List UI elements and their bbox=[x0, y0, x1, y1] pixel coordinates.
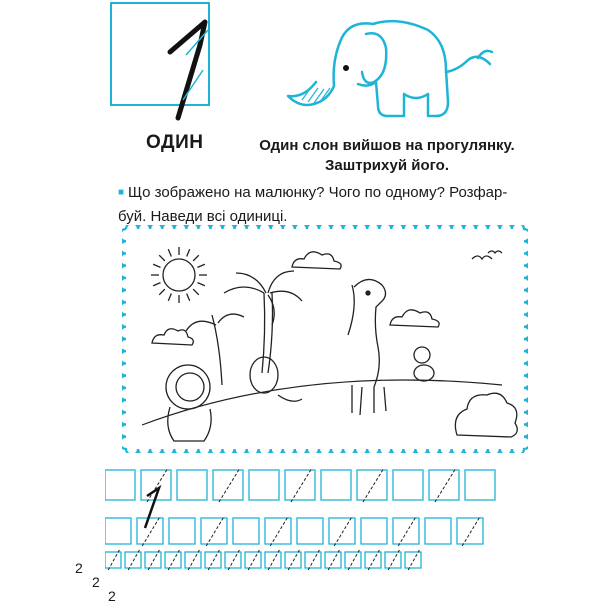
tracing-cell[interactable] bbox=[185, 552, 201, 568]
sample-one-icon bbox=[145, 488, 159, 528]
tracing-cell[interactable] bbox=[321, 470, 351, 500]
dashed-one-guide bbox=[206, 516, 224, 546]
dashed-one-guide bbox=[108, 550, 119, 570]
tracing-cell[interactable] bbox=[385, 552, 401, 568]
tracing-cell[interactable] bbox=[393, 518, 419, 544]
bush-icon bbox=[455, 393, 517, 437]
page-number: 2 bbox=[92, 574, 100, 590]
tracing-cell[interactable] bbox=[233, 518, 259, 544]
dashed-one-guide bbox=[148, 550, 159, 570]
tracing-cell[interactable] bbox=[305, 552, 321, 568]
bird-icon bbox=[472, 251, 502, 259]
rhyme-text bbox=[252, 136, 522, 176]
tracing-cell[interactable] bbox=[425, 518, 451, 544]
tracing-cell[interactable] bbox=[137, 518, 163, 544]
dashed-one-guide bbox=[188, 550, 199, 570]
tracing-cell[interactable] bbox=[213, 470, 243, 500]
number-word: ОДИН bbox=[146, 132, 204, 153]
tracing-cell[interactable] bbox=[345, 552, 361, 568]
dashed-one-guide bbox=[228, 550, 239, 570]
dashed-one-guide bbox=[270, 516, 288, 546]
tracing-cell[interactable] bbox=[169, 518, 195, 544]
tracing-cell[interactable] bbox=[249, 470, 279, 500]
tracing-cell[interactable] bbox=[365, 552, 381, 568]
tracing-cell[interactable] bbox=[145, 552, 161, 568]
tracing-cell[interactable] bbox=[325, 552, 341, 568]
dashed-one-guide bbox=[308, 550, 319, 570]
dashed-one-guide bbox=[219, 468, 240, 502]
tracing-grid[interactable] bbox=[105, 468, 525, 578]
cloud-icon bbox=[152, 252, 439, 345]
tracing-cell[interactable] bbox=[285, 552, 301, 568]
tracing-cell[interactable] bbox=[105, 552, 121, 568]
dashed-one-guide bbox=[462, 516, 480, 546]
dashed-one-guide bbox=[291, 468, 312, 502]
tracing-cell[interactable] bbox=[393, 470, 423, 500]
sun-icon bbox=[151, 247, 207, 303]
bullet-icon: ■ bbox=[118, 187, 125, 198]
tracing-cell[interactable] bbox=[205, 552, 221, 568]
tracing-cell[interactable] bbox=[201, 518, 227, 544]
page-number: 2 bbox=[75, 560, 83, 576]
task-instructions bbox=[118, 182, 538, 228]
digit-one-icon bbox=[108, 0, 218, 130]
tracing-cell[interactable] bbox=[225, 552, 241, 568]
dashed-one-guide bbox=[147, 468, 168, 502]
page-number: 2 bbox=[108, 588, 116, 604]
tracing-cell[interactable] bbox=[265, 518, 291, 544]
dashed-one-guide bbox=[328, 550, 339, 570]
monkey-icon bbox=[414, 347, 434, 381]
dashed-one-guide bbox=[398, 516, 416, 546]
dashed-one-guide bbox=[128, 550, 139, 570]
rhyme-line-2: Заштрихуй його. bbox=[325, 157, 449, 174]
tracing-cell[interactable] bbox=[177, 470, 207, 500]
tracing-cell[interactable] bbox=[405, 552, 421, 568]
tracing-cell[interactable] bbox=[105, 470, 135, 500]
tracing-cell[interactable] bbox=[125, 552, 141, 568]
tracing-cell[interactable] bbox=[361, 518, 387, 544]
tracing-cell[interactable] bbox=[165, 552, 181, 568]
dashed-one-guide bbox=[208, 550, 219, 570]
dashed-one-guide bbox=[334, 516, 352, 546]
task-line-1: Що зображено на малюнку? Чого по одному? Розфар- bbox=[128, 184, 508, 201]
coloring-picture[interactable] bbox=[122, 225, 528, 453]
dashed-one-guide bbox=[368, 550, 379, 570]
rhyme-line-1: Один слон вийшов на прогулянку. bbox=[259, 137, 515, 154]
dashed-one-guide bbox=[268, 550, 279, 570]
dashed-one-guide bbox=[142, 516, 160, 546]
dashed-one-guide bbox=[408, 550, 419, 570]
tracing-cell[interactable] bbox=[357, 470, 387, 500]
tracing-cell[interactable] bbox=[429, 470, 459, 500]
giraffe-icon bbox=[348, 279, 386, 415]
dashed-one-guide bbox=[168, 550, 179, 570]
parrot-icon bbox=[250, 357, 302, 401]
tracing-cell[interactable] bbox=[329, 518, 355, 544]
dashed-one-guide bbox=[435, 468, 456, 502]
tracing-cell[interactable] bbox=[285, 470, 315, 500]
dashed-one-guide bbox=[388, 550, 399, 570]
tracing-cell[interactable] bbox=[465, 470, 495, 500]
tracing-cell[interactable] bbox=[265, 552, 281, 568]
tracing-cell[interactable] bbox=[457, 518, 483, 544]
tracing-cell[interactable] bbox=[245, 552, 261, 568]
dashed-one-guide bbox=[248, 550, 259, 570]
tracing-cell[interactable] bbox=[105, 518, 131, 544]
elephant-icon bbox=[278, 12, 498, 132]
task-line-2: буй. Наведи всі одиниці. bbox=[118, 208, 288, 225]
hill-line bbox=[142, 380, 502, 425]
dashed-one-guide bbox=[363, 468, 384, 502]
dashed-one-guide bbox=[348, 550, 359, 570]
tracing-cell[interactable] bbox=[297, 518, 323, 544]
lion-icon bbox=[166, 365, 211, 441]
dashed-one-guide bbox=[288, 550, 299, 570]
palm-tree-icon bbox=[186, 271, 302, 385]
